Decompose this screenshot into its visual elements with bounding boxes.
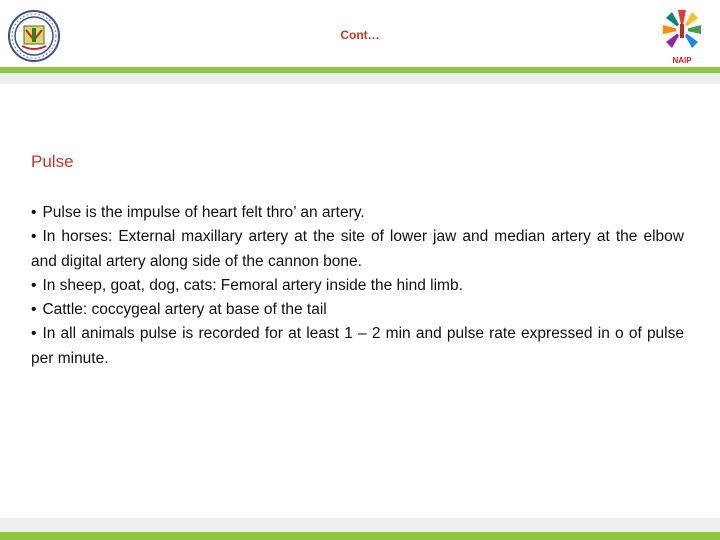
top-grey-band [0, 73, 720, 84]
bullet-item [31, 274, 684, 298]
bullet-symbol: • [31, 276, 37, 294]
bullet-symbol: • [31, 325, 37, 343]
bullet-symbol: • [31, 228, 37, 246]
bullet-text: Cattle: coccygeal artery at base of the tail [42, 301, 327, 319]
bullet-text: Pulse is the impulse of heart felt thro’ an artery. [42, 204, 365, 221]
bullet-symbol: • [31, 301, 37, 319]
naip-logo [652, 6, 712, 66]
bullet-item [31, 225, 684, 274]
bullet-text: In horses: External maxillary artery at the site of lower jaw and median artery at the elbow and digital artery along side of the cannon bone. [31, 228, 684, 270]
header-title: Cont… [340, 28, 380, 42]
bullet-symbol: • [31, 204, 37, 221]
bullet-item [31, 201, 684, 225]
bullet-text: In all animals pulse is recorded for at least 1 – 2 min and pulse rate expressed in o of pulse per minute. [31, 325, 684, 367]
bullet-list [31, 201, 684, 371]
bottom-grey-band [0, 518, 720, 532]
bullet-item [31, 322, 684, 371]
bullet-item [31, 298, 684, 322]
naip-logo-text: NAIP [672, 56, 692, 65]
slide-title: Pulse [31, 152, 74, 171]
bottom-green-band [0, 532, 720, 540]
header [0, 0, 720, 70]
bullet-text: In sheep, goat, dog, cats: Femoral artery inside the hind limb. [42, 276, 463, 294]
